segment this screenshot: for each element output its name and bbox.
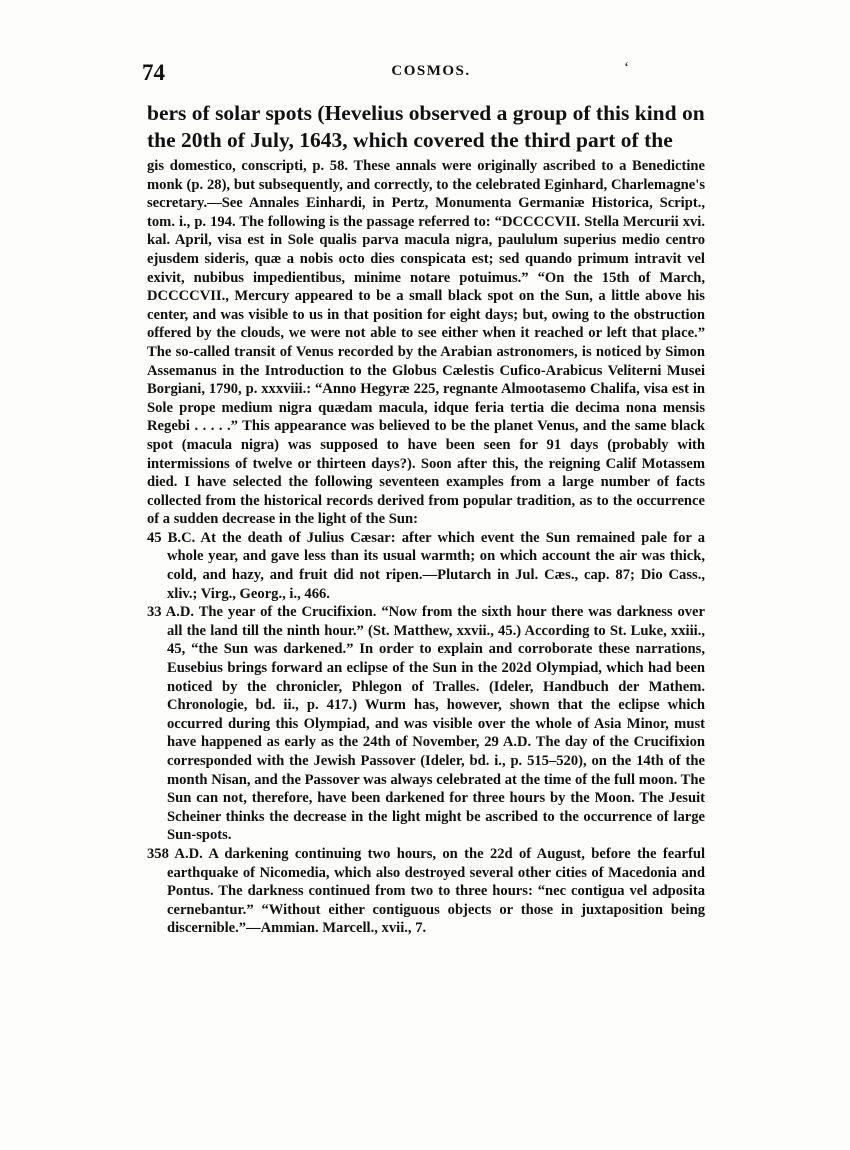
main-text	[147, 100, 705, 154]
main-paragraph: bers of solar spots (Hevelius observed a group of this kind on the 20th of July, 1643, which covered the third part of the	[147, 101, 705, 152]
entry-date: 358 A.D.	[147, 845, 209, 862]
footnote-intro: gis domestico, conscripti, p. 58. These annals were originally ascribed to a Benedictine monk (p. 28), but subsequently, and correctly, to the celebrated Eginhard, Charlemagne's secretary.—See Annales Einhardi, in Pertz, Monumenta Germaniæ Historica, Script., tom. i., p. 194. The following is the passage referred to: “DCCCCVII. Stella Mercurii xvi. kal. April, visa est in Sole qualis parva macula nigra, paululum superius medio centro ejusdem sideris, quæ a nobis octo dies conspicata est; sed quando primum intravit vel exivit, nubibus impedientibus, minime notare potuimus.” “On the 15th of March, DCCCCVII., Mercury appeared to be a small black spot on the Sun, a little above his center, and was visible to us in that position for eight days; but, owing to the obstruction offered by the clouds, we were not able to see either when it reached or left that place.” The so-called transit of Venus recorded by the Arabian astronomers, is noticed by Simon Assemanus in the Introduction to the Globus Cælestis Cufico-Arabicus Veliterni Musei Borgiani, 1790, p. xxxviii.: “Anno Hegyræ 225, regnante Almootasemo Chalifa, visa est in Sole prope medium nigra quædam macula, idque feria tertia die decima nona mensis Regebi . . . . .” This appearance was believed to be the planet Venus, and the same black spot (macula nigra) was supposed to have been seen for 91 days (probably with intermissions of twelve or thirteen days?). Soon after this, the reigning Calif Motassem died. I have selected the following seventeen examples from a large number of facts collected from the historical records derived from popular tradition, as to the occurrence of a sudden decrease in the light of the Sun:	[147, 158, 705, 528]
entry-text: At the death of Julius Cæsar: after which event the Sun remained pale for a whole year, and gave less than its usual warmth; on which account the air was thick, cold, and hazy, and fruit did not ripen.—Plutarch in Jul. Cæs., cap. 87; Dio Cass., xliv.; Virg., Georg., i., 466.	[167, 529, 705, 602]
list-item	[147, 845, 705, 938]
stray-mark: ʻ	[624, 60, 629, 76]
list-item	[147, 529, 705, 603]
entry-date: 45 B.C.	[147, 529, 201, 546]
footnote	[147, 157, 705, 938]
running-title: COSMOS.	[391, 63, 471, 79]
entry-text: A darkening continuing two hours, on the 22d of August, before the fearful earthquake of Nicomedia, which also destroyed several other cities of Macedonia and Pontus. The darkness continued from two to three hours: “nec contigua vel adposita cernebantur.” “Without either contiguous objects or those in juxtaposition being discernible.”—Ammian. Marcell., xvii., 7.	[167, 845, 706, 937]
list-item	[147, 603, 705, 845]
page-header	[142, 60, 720, 86]
page-number: 74	[142, 60, 165, 85]
entry-text: The year of the Crucifixion. “Now from the sixth hour there was darkness over all the land till the ninth hour.” (St. Matthew, xxvii., 45.) According to St. Luke, xxiii., 45, “the Sun was darkened.” In order to explain and corroborate these narrations, Eusebius brings forward an eclipse of the Sun in the 202d Olympiad, which had been noticed by the chronicler, Phlegon of Tralles. (Ideler, Handbuch der Mathem. Chronologie, bd. ii., p. 417.) Wurm has, however, shown that the eclipse which occurred during this Olympiad, and was visible over the whole of Asia Minor, must have happened as early as the 24th of November, 29 A.D. The day of the Crucifixion corresponded with the Jewish Passover (Ideler, bd. i., p. 515–520), on the 14th of the month Nisan, and the Passover was always celebrated at the time of the full moon. The Sun can not, therefore, have been darkened for three hours by the Moon. The Jesuit Scheiner thinks the decrease in the light might be ascribed to the occurrence of large Sun-spots.	[167, 604, 706, 844]
entry-date: 33 A.D.	[147, 604, 199, 621]
chronology-list	[147, 529, 705, 938]
